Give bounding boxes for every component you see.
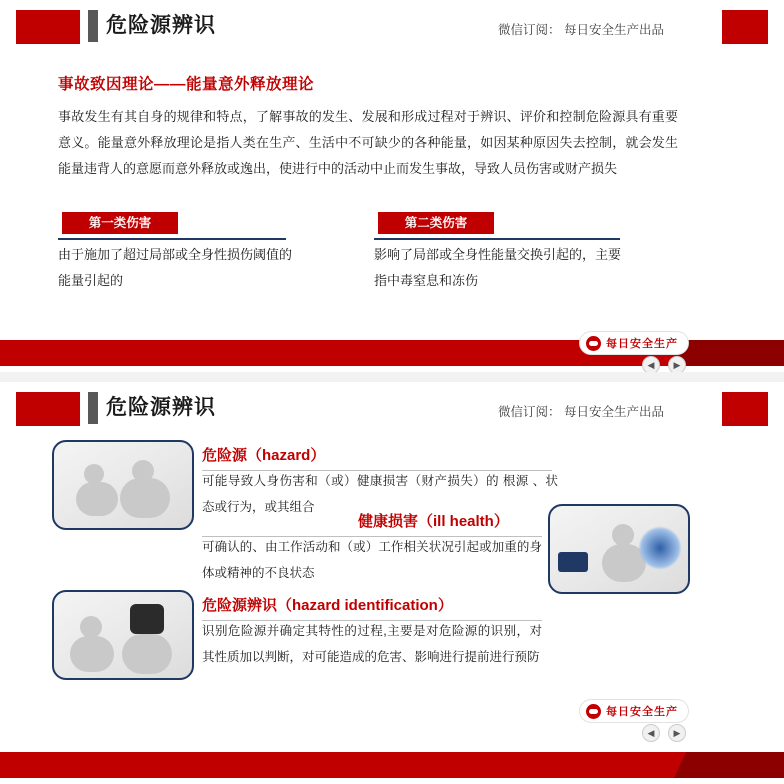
- wechat-badge: [580, 332, 688, 354]
- text-hazard-identification: 识别危险源并确定其特性的过程,主要是对危险源的识别，对其性质加以判断，对可能造成的危害、影响进行提前进行预防: [202, 624, 542, 664]
- wechat-badge-2: [580, 700, 688, 722]
- tag-second-injury: 第二类伤害: [378, 212, 494, 234]
- footer-wedge-2: [674, 752, 784, 778]
- figure-head-c: [612, 524, 634, 546]
- wechat-label: 每日安全生产: [606, 338, 678, 350]
- prev-icon-2[interactable]: ◀: [642, 724, 660, 742]
- figure-body-d: [70, 636, 114, 672]
- header-gray-bar-2: [88, 392, 98, 424]
- pushing-figures-photo: [52, 440, 194, 530]
- slide2-footer-bar: [0, 752, 784, 778]
- heading-ill-health: 健康损害（ill health）: [358, 513, 509, 530]
- doctor-figure-photo: [52, 590, 194, 680]
- page-title-2: 危险源辨识: [106, 396, 216, 419]
- header-gray-bar: [88, 10, 98, 42]
- slide-separator: [0, 372, 784, 382]
- slide2-header: [0, 382, 784, 434]
- page-title: 危险源辨识: [106, 14, 216, 37]
- figure-body-a: [76, 482, 118, 516]
- heading-hazard: 危险源（hazard）: [202, 447, 326, 464]
- figure-head-a: [84, 464, 104, 484]
- heading-hazard-identification: 危险源辨识（hazard identification）: [202, 597, 453, 614]
- figure-head-d: [80, 616, 102, 638]
- second-injury-text: 影响了局部或全身性能量交换引起的，主要指中毒窒息和冻伤: [374, 247, 622, 288]
- slide-energy-release-theory: [0, 0, 784, 372]
- header-red-block-right-2: [722, 392, 768, 426]
- tag-first-injury: 第一类伤害: [62, 212, 178, 234]
- slide1-header: [0, 0, 784, 52]
- blue-boxes: [558, 552, 588, 572]
- section-title: 事故致因理论——能量意外释放理论: [58, 76, 315, 93]
- figure-body-e: [122, 634, 172, 674]
- slide-hazard-identification: [0, 382, 784, 784]
- slide2-nav-dots[interactable]: [642, 724, 686, 742]
- wechat-label-2: 每日安全生产: [606, 706, 678, 718]
- header-red-block-left: [16, 10, 80, 44]
- section-paragraph: 事故发生有其自身的规律和特点，了解事故的发生、发展和形成过程对于辨识、评价和控制危险源具有重要意义。能量意外释放理论是指人类在生产、生活中不可缺少的各种能量，如因某种原因失去控制，就会发生能量违背人的意愿而意外释放或逸出，使进行中的活动中止而发生事故，导致人员伤害或财产损失: [58, 109, 678, 176]
- next-icon-2[interactable]: ▶: [668, 724, 686, 742]
- header-red-block-right: [722, 10, 768, 44]
- first-injury-text: 由于施加了超过局部或全身性损伤阈值的能量引起的: [58, 247, 293, 288]
- text-hazard: 可能导致人身伤害和（或）健康损害（财产损失）的 根源 、状态或行为，或其组合: [202, 474, 558, 514]
- figure-body-b: [120, 478, 170, 518]
- wechat-icon-2: [586, 704, 601, 719]
- wechat-icon: [586, 336, 601, 351]
- divider-line-left: [58, 238, 286, 240]
- blue-burst: [638, 526, 682, 570]
- figure-head-e: [130, 604, 164, 634]
- subscription-note-2: 微信订阅： 每日安全生产出品: [498, 405, 664, 419]
- prev-icon[interactable]: ◀: [642, 356, 660, 372]
- slide1-nav-dots[interactable]: [642, 356, 686, 372]
- header-red-block-left-2: [16, 392, 80, 426]
- explosion-figure-photo: [548, 504, 690, 594]
- text-ill-health: 可确认的、由工作活动和（或）工作相关状况引起或加重的身体或精神的不良状态: [202, 540, 542, 580]
- footer-wedge: [674, 340, 784, 366]
- next-icon[interactable]: ▶: [668, 356, 686, 372]
- divider-line-right: [374, 238, 620, 240]
- subscription-note: 微信订阅： 每日安全生产出品: [498, 23, 664, 37]
